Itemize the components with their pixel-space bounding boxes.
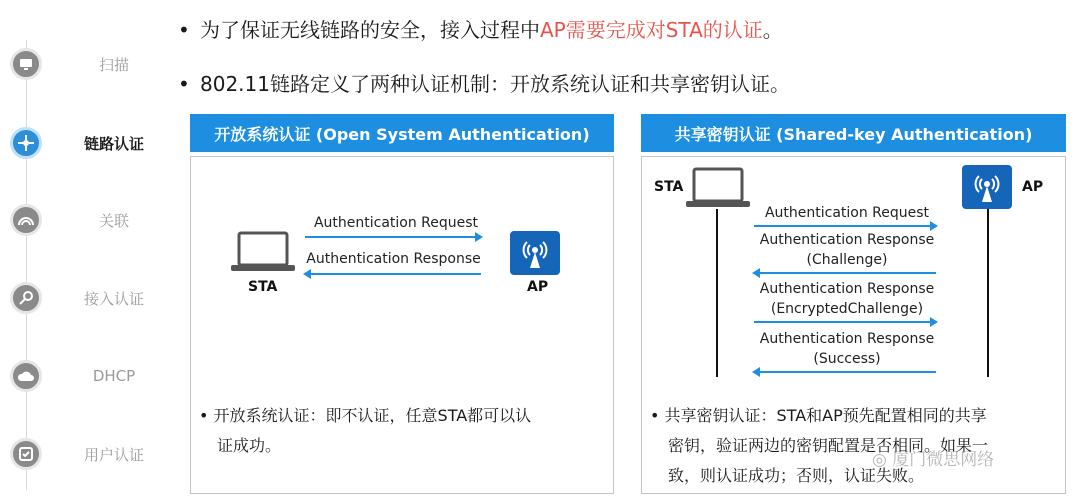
- desc-line: 开放系统认证：即不认证，任意STA都可以认: [213, 406, 532, 425]
- msg-encrypted-a: Authentication Response: [759, 281, 935, 297]
- progress-sidebar: [0, 0, 175, 502]
- arrow-encrypted: [754, 321, 936, 323]
- sidebar-item-label: 用户认证: [83, 445, 144, 464]
- bullet-highlight: AP需要完成对STA的认证: [540, 18, 763, 42]
- msg-auth-request: Authentication Request: [764, 205, 930, 221]
- bullet-text: 802.11链路定义了两种认证机制：开放系统认证和共享密钥认证。: [200, 72, 790, 96]
- response-arrow: [305, 273, 481, 275]
- signal-arc-icon: [10, 204, 42, 236]
- sidebar-item-label: 接入认证: [83, 289, 144, 308]
- shared-auth-title: 共享密钥认证 (Shared-key Authentication): [641, 114, 1066, 152]
- ap-lifeline: [987, 209, 989, 377]
- sidebar-item-label: DHCP: [92, 367, 136, 385]
- desc-line: 密钥，验证两边的密钥配置是否相同。如果一: [668, 436, 989, 455]
- msg-success-a: Authentication Response: [759, 331, 935, 347]
- monitor-cloud-icon: [10, 48, 42, 80]
- sidebar-item-label: 关联: [98, 211, 129, 230]
- checkbox-icon: [10, 438, 42, 470]
- msg-encrypted-b: (EncryptedChallenge): [770, 301, 924, 317]
- msg-challenge-a: Authentication Response: [759, 232, 935, 248]
- bullet-suffix: 。: [762, 18, 783, 42]
- sidebar-item-label: 链路认证: [83, 134, 144, 153]
- request-arrow: [305, 236, 481, 238]
- open-auth-title: 开放系统认证 (Open System Authentication): [190, 114, 614, 152]
- bullet-auth-purpose: • 为了保证无线链路的安全，接入过程中AP需要完成对STA的认证。: [178, 18, 783, 42]
- cloud-icon: [10, 360, 42, 392]
- watermark: [872, 445, 994, 470]
- sidebar-item-user-auth[interactable]: [10, 437, 170, 471]
- laptop-icon: [686, 167, 750, 213]
- sidebar-item-label: 扫描: [98, 55, 129, 74]
- open-auth-panel: [190, 156, 614, 494]
- access-point-icon: [510, 231, 560, 275]
- ap-label: AP: [1022, 179, 1044, 195]
- open-auth-description: • 开放系统认证：即不认证，任意STA都可以认 证成功。: [199, 401, 609, 461]
- sta-lifeline: [716, 209, 718, 377]
- sidebar-timeline: [26, 40, 27, 490]
- msg-success-b: (Success): [813, 351, 881, 367]
- access-point-icon: [962, 165, 1012, 209]
- auth-request-label: Authentication Request: [313, 215, 479, 231]
- sta-label: STA: [248, 279, 278, 295]
- laptop-icon: [231, 231, 295, 277]
- msg-challenge-b: (Challenge): [806, 252, 888, 268]
- arrow-request: [754, 225, 936, 227]
- arrow-challenge: [754, 272, 936, 274]
- watermark-text: 厦门微思网络: [892, 450, 995, 470]
- desc-line: 证成功。: [217, 436, 282, 455]
- desc-line: 共享密钥认证：STA和AP预先配置相同的共享: [664, 406, 987, 425]
- auth-response-label: Authentication Response: [306, 251, 481, 267]
- sidebar-item-scan[interactable]: [10, 47, 170, 81]
- sidebar-item-access-auth[interactable]: [10, 281, 170, 315]
- sidebar-item-link-auth[interactable]: [10, 126, 170, 160]
- sidebar-item-dhcp[interactable]: [10, 359, 170, 393]
- arrow-success: [754, 371, 936, 373]
- desc-line: 致，则认证成功；否则，认证失败。: [668, 466, 925, 485]
- bullet-text: 为了保证无线链路的安全，接入过程中: [200, 18, 540, 42]
- wechat-icon: ◎: [872, 450, 887, 470]
- ap-label: AP: [527, 279, 549, 295]
- shared-auth-panel: [641, 156, 1066, 494]
- bullet-mechanisms: • 802.11链路定义了两种认证机制：开放系统认证和共享密钥认证。: [178, 72, 790, 96]
- sidebar-item-associate[interactable]: [10, 203, 170, 237]
- network-link-icon: [10, 127, 42, 159]
- shared-auth-description: • 共享密钥认证：STA和AP预先配置相同的共享 密钥，验证两边的密钥配置是否相同。如果一 致，则认证成功；否则，认证失败。: [650, 401, 1062, 491]
- key-icon: [10, 282, 42, 314]
- sta-label: STA: [654, 179, 684, 195]
